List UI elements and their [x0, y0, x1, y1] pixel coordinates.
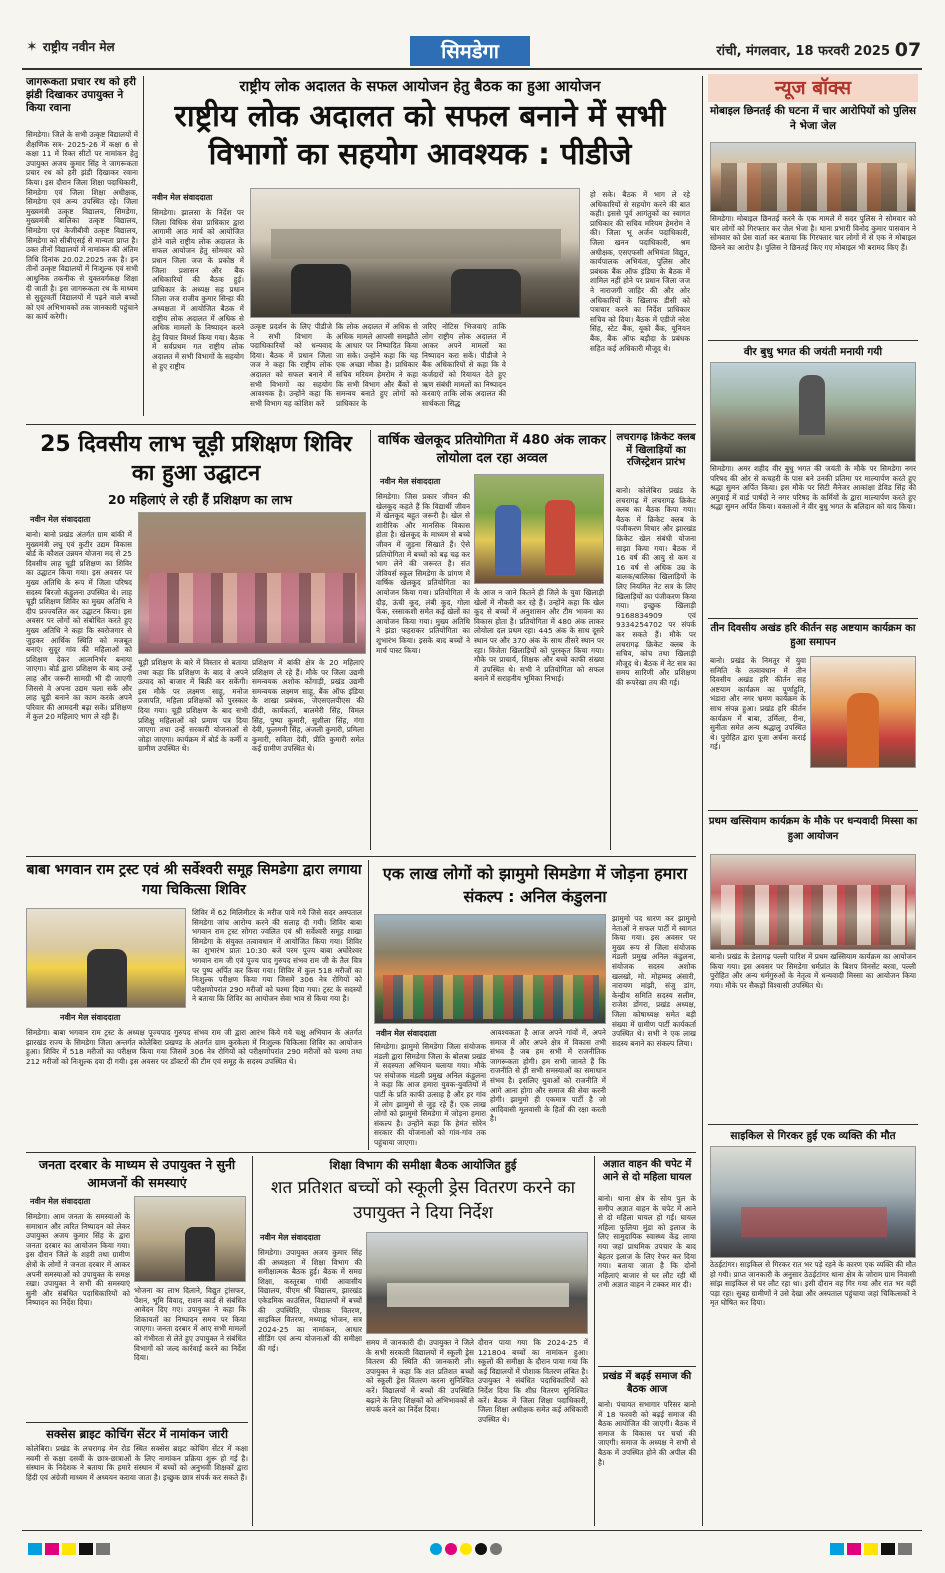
news-box-s1-headline: मोबाइल छिनतई की घटना में चार आरोपियों को पुलिस ने भेजा जेल: [710, 105, 916, 132]
churi-training-photo: [138, 512, 366, 654]
edu-col2: समय में जानकारी दी। उपायुक्त ने जिले के सभी सरकारी विद्यालयों में स्कूली ड्रेस वितरण की स्थिति की जानकारी ली। उपायुक्त ने कहा कि शत प्रतिशत बच्चों को स्कूली ड्रेस वितरण करना सुनिश्चित करें। विद्यालयों में बच्चों की उपस्थिति बढ़ाने के लिए शिक्षकों को अभिभावकों से संपर्क करने का निर्देश दिया।: [366, 1338, 474, 1415]
top-story-col3: कि लोक अदालत में अधिक से अधिक मामले आपसी समझौते के आधार पर निष्पादित किया जा सके। उन्होंने कहा कि यह एक अच्छा मौका है। प्राधिकार सचिव मरियम हेमरोम ने कहा कि सभी विभाग और बैंकों से समन्वय बनाते हुए लोगों को प्राधिकार के: [336, 322, 418, 408]
top-story-byline: नवीन मेल संवाददाता: [152, 193, 213, 202]
churi-col3: प्रशिक्षण में बांकी क्षेत्र के 20 महिलाएं प्रशिक्षण ले रहे हैं। मौके पर जिला उद्यमी समन्वयक अशोक कोंगाड़ी, प्रखंड उद्यमी समन्वयक लक्ष्मण साहू, बैंक ऑफ इंडिया के शाखा प्रबंधक, जेएसएलपीएस की दीदी, कार्यकर्ता, बालमेरी सिंह, विमल सिंह, पुष्पा कुमारी, सुशीला सिंह, गंगा देवी, फूलमनी सिंह, अंजली कुमारी, प्रमिला कुमारी, सविता देवी, प्रीति कुमारी समेत कई ग्रामीण उपस्थित थे।: [252, 658, 364, 754]
dateline: रांची, मंगलवार, 18 फरवरी 2025: [716, 44, 890, 59]
news-box-s5-body: ठेठईटांगर। साइकिल से गिरकर रात भर पड़े रहने के कारण एक व्यक्ति की मौत हो गयी। प्राप्त जानकारी के अनुसार ठेठईटांगर थाना क्षेत्र के जोराम ग्राम निवासी सांझ साइकिल से घर लौट रहा था। इसी दौरान वह गिर गया और रात भर वहीं पड़ा रहा। सुबह ग्रामीणों ने उसे देखा और अस्पताल पहुंचाया जहां चिकित्सकों ने मृत घोषित कर दिया।: [710, 1260, 916, 1308]
page-number: 07: [894, 39, 922, 61]
khelkud-byline: नवीन मेल संवाददाता: [380, 477, 441, 486]
churi-byline: नवीन मेल संवाददाता: [30, 515, 91, 524]
kirtan-photo: [810, 656, 916, 768]
camp-col1: शिविर में 62 मिलिमीटर के मरीज पाये गये जिसे सदर अस्पताल सिमडेगा जांच आरोग्य करने की सलाह दी गयी। शिविर बाबा भगवान राम ट्रस्ट सोगरा ज्वलित एवं श्री सर्वेश्वरी समूह शाखा सिमडेगा के संयुक्त तत्वावधान में आयोजित किया गया। शिविर का शुभारंभ प्रातः 10:30 बजे परम पूज्य बाबा अघोरेश्वर भगवान राम जी एवं पूज्य पाद गुरुपद संभव राम जी के तैल चित्र पर पुष्प अर्पित कर किया गया। शिविर में कुल 518 मरीजों का निःशुल्क परीक्षण किया गया जिसमें 306 नेत्र रोगियों को परीक्षणोपरांत 290 मरीजों को चश्मा दिया गया। ट्रस्ट के सदस्यों ने बताया कि शिविर का आयोजन सेवा भाव से किया गया है।: [192, 908, 362, 1004]
khelkud-photo: [474, 474, 604, 584]
jmm-col1: सिमडेगा। झामुमो सिमडेगा जिला संयोजक मंडली द्वारा सिमडेगा जिला के बोलबा प्रखंड में सदस्यता अभियान चलाया गया। मौके पर संयोजक मंडली प्रमुख अनिल कंडुलना ने कहा कि आज हमारा युवक-युवतियों में पार्टी के प्रति काफी उत्साह है और हर गांव में लोग झामुमो से जुड़ रहे हैं। एक लाख लोगों को झामुमो सिमडेगा में जोड़ना हमारा संकल्प है। उन्होंने कहा कि हेमंत सोरेन सरकार की योजनाओं को गांव-गांव तक पहुंचाया जाएगा।: [374, 1042, 486, 1147]
durbar-headline: जनता दरबार के माध्यम से उपायुक्त ने सुनी आमजनों की समस्याएं: [38, 1157, 236, 1190]
edu-col1: सिमडेगा। उपायुक्त अजय कुमार सिंह की अध्यक्षता में शिक्षा विभाग की समीक्षात्मक बैठक हुई। बैठक में समग्र शिक्षा, कस्तूरबा गांधी आवासीय विद्यालय, पीएम श्री विद्यालय, झारखंड एकेडमिक काउंसिल, विद्यालयों में बच्चों की उपस्थिति, पोशाक वितरण, साइकिल वितरण, मध्याह्न भोजन, सत्र 2024-25 का नामांकन, आधार सीडिंग एवं अन्य योजनाओं की समीक्षा की गई।: [258, 1248, 362, 1353]
left-col-body: सिमडेगा। जिले के सभी उत्कृष्ट विद्यालयों में शैक्षणिक सत्र- 2025-26 में कक्षा 6 से कक्षा 11 में रिक्त सीटों पर नामांकन हेतु उपायुक्त अजय कुमार सिंह ने जागरूकता प्रचार रथ को हरी झंडी दिखाकर रवाना किया। इस दौरान जिला शिक्षा पदाधिकारी, सिमडेगा एवं जिला शिक्षा अधीक्षक, सिमडेगा एवं अन्य उपस्थित रहे। जिला मुख्यमंत्री उत्कृष्ट विद्यालय, सिमडेगा, मुख्यमंत्री बालिका उत्कृष्ट विद्यालय, सिमडेगा एवं केजीबीवी उत्कृष्ट विद्यालय, सिमडेगा को सीबीएसई से मान्यता प्राप्त है। उक्त तीनों विद्यालयों में नामांकन की अंतिम तिथि दिनांक 20.02.2025 तक है। इन तीनों उत्कृष्ट विद्यालयों में निःशुल्क एवं सभी आधुनिक तकनीक से युक्तवर्गकक्ष शिक्षा दी जाती है। इस जागरूकता रथ के माध्यम से सुदूरवर्ती विद्यालयों में पढ़ने वाले बच्चों को एवं अभिभावकों तक जानकारी पहुंचाने का कार्य करेगी।: [26, 130, 138, 322]
color-swatch: [847, 1543, 861, 1555]
color-swatch: [460, 1543, 472, 1555]
color-swatches-left: [28, 1540, 138, 1554]
color-swatch: [445, 1543, 457, 1555]
khelkud-col1: सिमडेगा। जिस प्रकार जीवन की खेलकूद कहते हैं कि विद्यार्थी जीवन में खेलकूद बहुत जरूरी है। खेल से शारीरिक और मानसिक विकास होता है। खेलकूद के माध्यम से बच्चे जीवन में जुड़ना सिखाते हैं। ऐसे प्रतियोगिता में बच्चों को बढ़ चढ़ कर भाग लेने की जरूरत है। संत जेवियर्स स्कूल सिमडेगा के प्रांगण में वार्षिक खेलकूद प्रतियोगिता का आयोजन किया गया। प्रतियोगिता में दौड़, ऊंची कूद, लंबी कूद, गोला फेंक, रस्साकशी समेत कई खेलों का आयोजन किया गया। मुख्य अतिथि ने झंडा फहराकर प्रतियोगिता का शुभारंभ किया। इसके बाद बच्चों ने मार्च पास्ट किया।: [376, 492, 470, 655]
color-swatch: [830, 1543, 844, 1555]
durbar-byline: नवीन मेल संवाददाता: [30, 1197, 91, 1206]
coaching-headline: सक्सेस ब्राइट कोचिंग सेंटर में नामांकन जारी: [46, 1427, 228, 1441]
top-story-headline: राष्ट्रीय लोक अदालत को सफल बनाने में सभी विभागों का सहयोग आवश्यक : पीडीजे: [174, 99, 666, 172]
edu-byline: नवीन मेल संवाददाता: [260, 1233, 321, 1242]
top-story-col2: उत्कृष्ट प्रदर्शन के लिए पीडीजे ने सभी विभाग के पदाधिकारियों को धन्यवाद दिया। बैठक में प्रधान जिला जज ने कहा कि राष्ट्रीय लोक अदालत को सफल बनाने में सभी विभागों का सहयोग आवश्यक है। उन्होंने कहा कि सभी विभाग यह कोशिश करें: [250, 322, 332, 408]
cycle-accident-photo: [710, 1146, 916, 1258]
color-swatch: [45, 1543, 59, 1555]
news-box-s3-headline: तीन दिवसीय अखंड हरि कीर्तन सह अष्टयाम कार्यक्रम का हुआ समापन: [710, 623, 916, 648]
churi-col2: चूड़ी प्रशिक्षण के बारे में विस्तार से बताया तथा कहा कि प्रशिक्षण के बाद वे अपने उत्पाद को बाजार में बिक्री कर सकेंगी। इस मौके पर लक्ष्मण साहू, मनोज प्रजापति, महिला प्रशिक्षकों को पुरस्कार दिया गया। चूड़ी प्रशिक्षण के बाद सभी प्रशिक्षु महिलाओं को प्रमाण पत्र दिया जाएगा तथा उन्हें सरकारी योजनाओं से जोड़ा जाएगा। कार्यक्रम में बोर्ड के कर्मी व ग्रामीण उपस्थित थे।: [138, 658, 248, 754]
churi-subhead: 20 महिलाएं ले रही हैं प्रशिक्षण का लाभ: [107, 492, 293, 507]
churi-headline: 25 दिवसीय लाभ चूड़ी प्रशिक्षण शिविर का हुआ उद्घाटन: [40, 432, 352, 486]
accident-headline: अज्ञात वाहन की चपेट में आने से दो महिला घायल: [602, 1159, 692, 1183]
color-swatch: [430, 1543, 442, 1555]
arrest-photo: [710, 142, 916, 212]
court-meeting-photo: [250, 188, 580, 318]
barhai-body: बानो। पंचायत सभागार परिसर बानो में 18 फरवरी को बढ़ई समाज की बैठक आयोजित की जाएगी। बैठक में समाज के विकास पर चर्चा की जाएगी। समाज के अध्यक्ष ने सभी से बैठक में उपस्थित होने की अपील की है।: [598, 1400, 696, 1467]
color-swatches-right: [830, 1540, 940, 1554]
jmm-byline: नवीन मेल संवाददाता: [376, 1029, 437, 1038]
color-swatch: [881, 1543, 895, 1555]
khelkud-headline: वार्षिक खेलकूद प्रतियोगिता में 480 अंक लाकर लोयोला दल रहा अव्वल: [378, 433, 606, 466]
color-swatch: [898, 1543, 912, 1555]
budhu-bhagat-photo: [710, 362, 916, 462]
edu-headline: शत प्रतिशत बच्चों को स्कूली ड्रेस वितरण करने का उपायुक्त ने दिया निर्देश: [270, 1178, 576, 1223]
jmm-col3: झामुमो पद धारण कर झामुमो नेताओं ने सफल पार्टी में स्वागत किया गया। इस अवसर पर मुख्य रूप से जिला संयोजक मंडली प्रमुख अनिल कंडुलना, संयोजक सदस्य अशोक खलखो, मो. मोहम्मद अंसारी, नारायण मांझी, संजु डांग, केन्द्रीय समिति सदस्य सलीम, राजेश डोंगरा, प्रखंड अध्यक्ष, जिला कोषाध्यक्ष समेत बड़ी संख्या में ग्रामीण पार्टी कार्यकर्ता उपस्थित थे। सभी ने एक लाख सदस्य बनाने का संकल्प लिया।: [612, 914, 696, 1048]
color-swatches-center: [430, 1540, 520, 1554]
barhai-headline: प्रखंड में बढ़ई समाज की बैठक आज: [602, 1371, 692, 1395]
durbar-body2: भोजना का लाभ दिलाने, विद्युत ट्रांसफर, पेंशन, भूमि विवाद, राशन कार्ड से संबंधित आवेदन दिए गए। उपायुक्त ने कहा कि शिकायतों का निष्पादन समय पर किया जाएगा। जनता दरबार में आए सभी मामलों को गंभीरता से लेते हुए उपायुक्त ने संबंधित विभागों को जल्द कार्रवाई करने का निर्देश दिया।: [134, 1286, 246, 1363]
durbar-body: सिमडेगा। आम जनता के समस्याओं के समाधान और त्वरित निष्पादन को लेकर उपायुक्त अजय कुमार सिंह के द्वारा जनता दरबार का आयोजन किया गया। इस दौरान जिले के शहरी तथा ग्रामीण क्षेत्रों के लोगों ने जनता दरबार में आकर अपनी समस्याओं को उपायुक्त के समक्ष रखा। उपायुक्त ने सभी की समस्याएं सुनी और संबंधित पदाधिकारियों को निष्पादन का निर्देश दिया।: [26, 1212, 130, 1308]
news-box-s2-body: सिमडेगा। अमर शहीद वीर बुधु भगत की जयंती के मौके पर सिमडेगा नगर परिषद की ओर से कचहरी के पास बने उनकी प्रतिमा पर माल्यार्पण करते हुए श्रद्धा सुमन अर्पित किया। इस मौके पर सिटी मैनेजर आकांक्षा डेविड सिंह की अगुवाई में वार्ड पार्षदों ने नगर परिषद के कर्मियों के द्वारा माल्यार्पण करते हुए श्रद्धा सुमन अर्पित किया। वक्ताओं ने वीर बुधु भगत के बलिदान को याद किया।: [710, 464, 916, 512]
color-swatch: [28, 1543, 42, 1555]
edu-kicker: शिक्षा विभाग की समीक्षा बैठक आयोजित हुई: [329, 1158, 517, 1172]
khelkud-col2: के आज न जाने कितने ही जिले के युवा खिलाड़ी खेलों में नौकरी कर रहे हैं। उन्होंने कहा कि खेल कूद से बच्चों में अनुशासन और टीम भावना का विकास होता है। प्रतियोगिता में 480 अंक लाकर लोयोला दल प्रथम रहा। 445 अंक के साथ दूसरे स्थान पर और 370 अंक के साथ तीसरे स्थान पर रहा। विजेता खिलाड़ियों को पुरस्कृत किया गया। मौके पर प्राचार्य, शिक्षक और बच्चे काफी संख्या में उपस्थित थे। सभी ने प्रतियोगिता को सफल बनाने में सराहनीय भूमिका निभाई।: [474, 588, 604, 684]
camp-col2: सिमडेगा। बाबा भगवान राम ट्रस्ट के अध्यक्ष पूज्यपाद गुरुपद संभव राम जी द्वारा आरंभ किये गये चक्षु अभियान के अंतर्गत झारखंड राज्य के सिमडेगा जिला अन्तर्गत कोलेबिरा प्रखण्ड के अंतर्गत ग्राम कुरकेला में निःशुल्क चिकित्सा शिविर का आयोजन हुआ। शिविर में 518 मरीजों का परीक्षण किया गया जिसमें 306 नेत्र रोगियों को परीक्षणोपरांत 290 मरीजों को चश्मा तथा 212 मरीजों को निःशुल्क दवा दी गयी। इस अवसर पर डॉक्टरों की टीम एवं समूह के सदस्य उपस्थित थे।: [26, 1028, 362, 1066]
news-box-title: न्यूज बॉक्स: [708, 74, 918, 102]
jmm-col2: आवश्यकता है आज अपने गांवों में, अपने समाज में और अपने क्षेत्र में विकास तभी संभव है जब हम सभी में राजनीतिक जागरूकता होगी। हम सभी जानते हैं कि राजनीति से ही सभी समस्याओं का समाधान संभव है। इसलिए युवाओं को राजनीति में आगे आना होगा और समाज की सेवा करनी होगी। झामुमो ही एकमात्र पार्टी है जो आदिवासी मूलवासी के हितों की रक्षा करती है।: [490, 1028, 606, 1124]
camp-headline: बाबा भगवान राम ट्रस्ट एवं श्री सर्वेश्वरी समूह सिमडेगा द्वारा लगाया गया चिकित्सा शिविर: [26, 862, 362, 898]
top-story-col1: सिमडेगा। झालसा के निर्देश पर जिला विधिक सेवा प्राधिकार द्वारा आगामी आठ मार्च को आयोजित होने वाले राष्ट्रीय लोक अदालत के सफल आयोजन हेतु सोमवार को प्रधान जिला जज के प्रकोष्ठ में जिला प्रशासन और बैंक अधिकारियों की बैठक हुई। प्राधिकार के अध्यक्ष सह प्रधान जिला जज राजीव कुमार सिन्हा की अध्यक्षता में आयोजित बैठक में राष्ट्रीय लोक अदालत में अधिक से अधिक मामलों के निष्पादन करने हेतु विचार विमर्श किया गया। बैठक में सर्वप्रथम गत राष्ट्रीय लोक अदालत में सभी विभागों के सहयोग से हुए राष्ट्रीय: [152, 208, 244, 371]
coaching-body: कोलेबिरा। प्रखंड के लचरागढ़ मेन रोड स्थित सक्सेस ब्राइट कोचिंग सेंटर में कक्षा नवमी से कक्षा दसवीं के छात्र-छात्राओं के लिए नामांकन प्रक्रिया शुरू हो गई है। संस्थान के निदेशक ने बताया कि हमारे संस्थान में बच्चों को अनुभवी शिक्षकों द्वारा हिंदी एवं अंग्रेजी माध्यम में अध्ययन कराया जाता है। इच्छुक छात्र संपर्क कर सकते हैं।: [26, 1444, 248, 1482]
camp-photo: [26, 908, 186, 1008]
edu-col3: दौरान पाया गया कि 2024-25 में 121804 बच्चों का नामांकन हुआ। स्कूलों की समीक्षा के दौरान पाया गया कि कई विद्यालयों में पोशाक वितरण लंबित है। उपायुक्त ने संबंधित पदाधिकारियों को निर्देश दिया कि शीघ्र वितरण सुनिश्चित करें। बैठक में जिला शिक्षा पदाधिकारी, जिला शिक्षा अधीक्षक समेत कई अधिकारी उपस्थित थे।: [478, 1338, 588, 1424]
mass-photo: [710, 854, 916, 950]
camp-byline: नवीन मेल संवाददाता: [60, 1013, 121, 1022]
news-box-s5-headline: साइकिल से गिरकर हुई एक व्यक्ति की मौत: [730, 1130, 896, 1142]
durbar-photo: [134, 1196, 246, 1282]
left-col-headline: जागरूकता प्रचार रथ को हरी झंडी दिखाकर उपायुक्त ने किया रवाना: [26, 76, 137, 114]
color-swatch: [490, 1543, 502, 1555]
paper-name: राष्ट्रीय नवीन मेल: [42, 40, 115, 54]
color-swatch: [864, 1543, 878, 1555]
color-swatch: [62, 1543, 76, 1555]
top-story-kicker: राष्ट्रीय लोक अदालत के सफल आयोजन हेतु बैठक का हुआ आयोजन: [239, 79, 601, 95]
masthead-logo: [26, 36, 146, 62]
color-swatch: [475, 1543, 487, 1555]
news-box-s3-body: बानो। प्रखंड के निमतूर में युवा समिति के तत्वावधान में तीन दिवसीय अखंड हरि कीर्तन सह अष्टयाम कार्यक्रम का पूर्णाहुति, भंडारा और नगर भ्रमण कार्यक्रम के साथ संपन्न हुआ। प्रखंड हरि कीर्तन कार्यक्रम में बाबा, उर्मिला, रीना, सुनीता समेत अन्य श्रद्धालु उपस्थित थे। पुरोहित द्वारा पूजा अर्चना कराई गई।: [710, 656, 806, 752]
cricket-headline: लचरागढ़ क्रिकेट क्लब में खिलाड़ियों का रजिस्ट्रेशन प्रारंभ: [616, 432, 696, 468]
news-box-s1-body: सिमडेगा। मोबाइल छिनतई करने के एक मामले में सदर पुलिस ने सोमवार को चार लोगों को गिरफ्तार कर जेल भेजा है। थाना प्रभारी विनोद कुमार पासवान ने सोमवार को प्रेस वार्ता कर बताया कि गिरफ्तार चार लोगों में से एक ने मोबाइल छिनने का आरोप है। पुलिस ने छिनतई किए गए मोबाइल भी बरामद किए हैं।: [710, 214, 916, 252]
top-story-col5: हो सके। बैठक में भाग ले रहे अधिकारियों से सहयोग करने की बात कही। इससे पूर्व आगंतुकों का स्वागत प्राधिकार की सचिव मरियम हेमरोम ने की। जिला भू अर्जन पदाधिकारी, जिला खनन पदाधिकारी, श्रम अधीक्षक, एसएफसी अभियंता विद्युत, कार्यपालक अभियंता, पुलिस और प्रबंधक बैंक ऑफ इंडिया के बैठक में शामिल नहीं होने पर प्रधान जिला जज ने नाराजगी जाहिर की और ओर अधिकारियों के खिलाफ डीसी को पत्राचार करने का निर्देश प्राधिकार सचिव को दिया। बैठक में एडीजे नरेश सिंह, स्टेट बैंक, यूको बैंक, यूनियन बैंक, बैंक ऑफ बड़ौदा के प्रबंधक सहित कई अधिकारी मौजूद थे।: [590, 190, 690, 353]
jmm-headline: एक लाख लोगों को झामुमो सिमडेगा में जोड़ना हमारा संकल्प : अनिल कंडुलना: [382, 864, 688, 906]
news-box-s2-headline: वीर बुधु भगत की जयंती मनायी गयी: [743, 346, 883, 358]
jmm-rally-photo: [374, 914, 606, 1024]
news-box-s4-headline: प्रथम खस्सियाम कार्यक्रम के मौके पर धन्यवादी मिस्सा का हुआ आयोजन: [708, 816, 918, 842]
color-swatch: [79, 1543, 93, 1555]
news-box-s4-body: बानो। प्रखंड के डेलागढ़ पल्ली पारिश में प्रथम खस्सियाम कार्यक्रम का आयोजन किया गया। इस अवसर पर सिमडेगा धर्मप्रांत के बिशप विनसेंट बरवा, पल्ली पुरोहित और अन्य धर्मगुरुओं के नेतृत्व में धन्यवादी मिस्सा का आयोजन किया गया। मौके पर सैकड़ों विश्वासी उपस्थित थे।: [710, 952, 916, 990]
accident-body: बानो। थाना क्षेत्र के सोय पुल के समीप अज्ञात वाहन के चपेट में आने से दो महिला घायल हो गईं। घायल महिला फुलिया मुंडा को इलाज के लिए सामुदायिक स्वास्थ्य केंद्र लाया गया जहां प्राथमिक उपचार के बाद बेहतर इलाज के लिए रेफर कर दिया गया। बताया जाता है कि दोनों महिलाएं बाजार से घर लौट रही थीं तभी अज्ञात वाहन ने टक्कर मार दी।: [598, 1194, 696, 1290]
edu-meeting-photo: [366, 1232, 588, 1334]
header-rule: [22, 68, 922, 70]
section-tab: सिमडेगा: [410, 36, 530, 66]
logo-star-icon: ✶: [26, 39, 38, 55]
color-swatch: [96, 1543, 110, 1555]
top-story-col4: जरिए नोटिस भिजवाएं ताकि लोग राष्ट्रीय लोक अदालत में आकर अपने मामलों का निष्पादन करा सकें। पीडीजे ने बैंक अधिकारियों से कहा कि वे कर्जदारों को रियायत देते हुए ऋण संबंधी मामलों का निष्पादन करवाएं ताकि लोक अदालत की सार्थकता सिद्ध: [422, 322, 506, 408]
cricket-body: बानो। कोलेबिरा प्रखंड के लचरागढ़ में लचरागढ़ क्रिकेट क्लब का बैठक किया गया। बैठक में क्रिकेट क्लब के पंजीकरण विचार और झारखंड क्रिकेट खेल संबंधी योजना साझा किया गया। बैठक में 16 वर्ष की आयु से कम व 16 वर्ष से अधिक उम्र के बालक/बालिका खिलाड़ियों के लिए नियमित नेट सत्र के लिए खिलाड़ियों का पंजीकरण किया गया। इच्छुक खिलाड़ी 9168834909 एवं 9334254702 पर संपर्क कर सकते हैं। मौके पर लचरागढ़ क्रिकेट क्लब के सचिव, कोच तथा खिलाड़ी मौजूद थे। बैठक में नेट सत्र का समय सारिणी और प्रशिक्षण की रूपरेखा तय की गई।: [616, 486, 696, 687]
churi-col1: बानो। बानो प्रखंड अंतर्गत ग्राम बांकी में मुख्यमंत्री लघु एवं कुटीर उद्यम विकास बोर्ड के कौशल उन्नयन योजना मद से 25 दिवसीय लाह चूड़ी प्रशिक्षण का शिविर का उद्घाटन किया गया। इस अवसर पर मुख्य अतिथि के रूप में जिला परिषद सदस्य बिरजो कंडुलना उपस्थित थे। लाह चूड़ी प्रशिक्षण शिविर का मुख्य अतिथि ने दीप प्रज्ज्वलित कर उद्घाटन किया। इस अवसर पर लोगों को संबोधित करते हुए मुख्य अतिथि ने कहा कि स्वरोजगार से जुड़कर आर्थिक स्थिति को मजबूत बनाएं। सुदूर गांव की महिलाओं को प्रशिक्षण देकर आत्मनिर्भर बनाया जाएगा। बोर्ड द्वारा प्रशिक्षण के बाद उन्हें लाह और जरूरी सामग्री भी दी जाएगी जिससे वे अपना उद्यम चला सकें और लाह चूड़ी बनाने का काम करके अपने परिवार की आमदनी बढ़ा सकें। प्रशिक्षण में कुल 20 महिलाएं भाग ले रही हैं।: [26, 530, 132, 722]
